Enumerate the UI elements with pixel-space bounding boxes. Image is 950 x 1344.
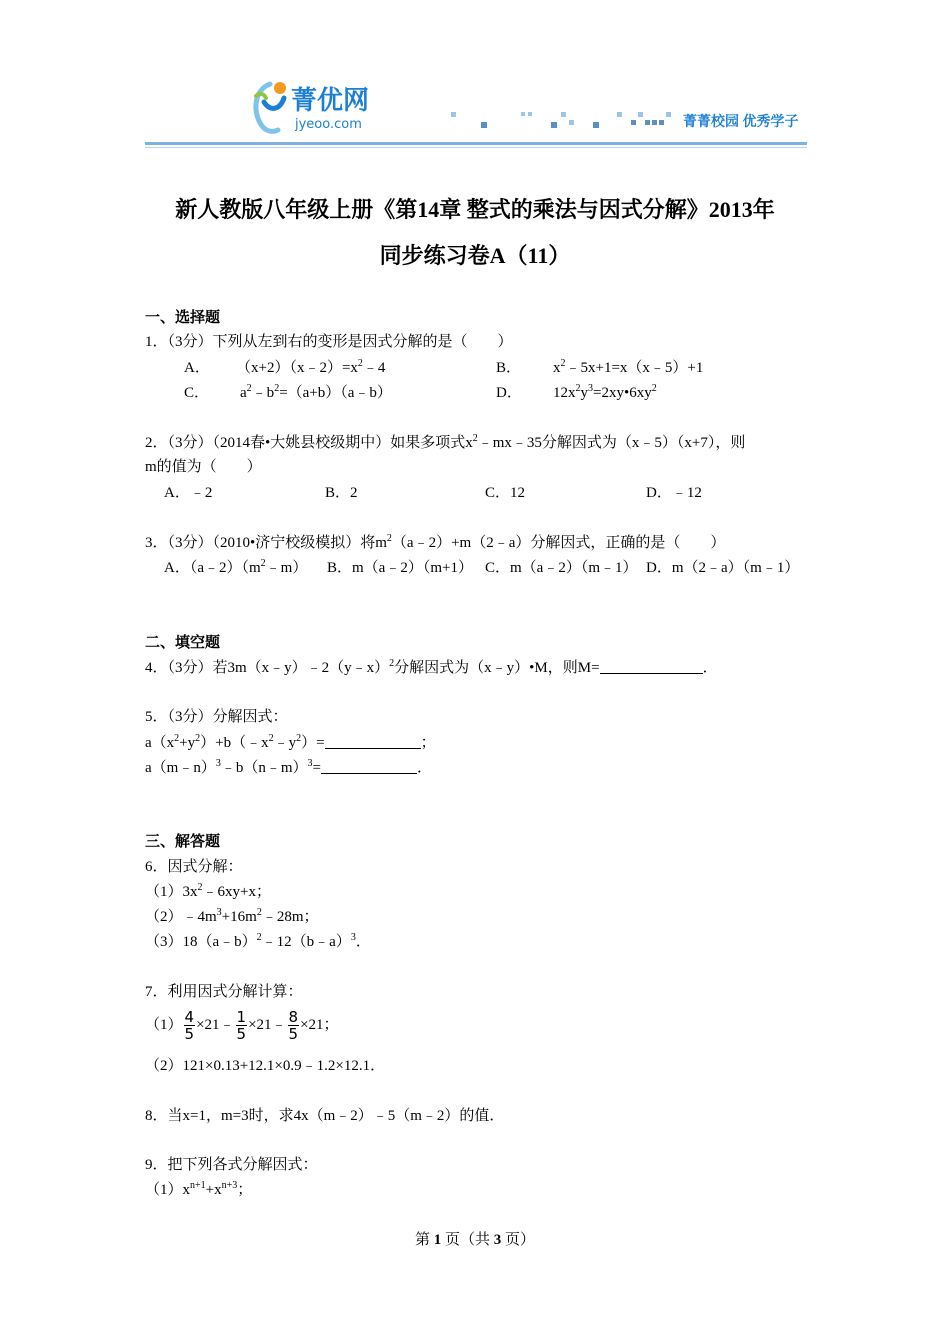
fraction: $\frac{4}{5}$: [184, 1008, 195, 1044]
page-number: 1: [433, 1232, 442, 1248]
question-6-part3: （3）18（a﹣b）$^2$﹣12（b﹣a）$^3$．: [145, 932, 371, 950]
q2-option-c: C．12: [485, 485, 526, 501]
question-5-line2: a（m﹣n）$^3$﹣b（n﹣m）$^3$= ．: [145, 758, 432, 776]
question-5-line1: $a(x^2+y^2)+b(﹣x^2﹣y^2)=$ ；: [145, 733, 436, 751]
answer-blank[interactable]: [321, 759, 417, 774]
q3-option-c: C．m（a﹣2）（m﹣1）: [485, 560, 638, 576]
question-8: 8．当x=1，m=3时，求4x（m﹣2）﹣5（m﹣2）的值．: [145, 1108, 505, 1124]
section-heading-choice: 一、选择题: [145, 310, 221, 326]
q2-option-b: B．2: [325, 485, 358, 501]
logo-sub-text: jyeoo.com: [295, 117, 362, 132]
question-6-part1: $(1)3x^2﹣6xy+x$；: [145, 882, 271, 900]
q3-option-b: B．m（a﹣2）（m+1）: [327, 560, 473, 576]
header-rule-thin: [145, 147, 807, 148]
page-header: [145, 74, 807, 150]
answer-blank[interactable]: [600, 659, 703, 674]
question-3-stem: 3．（3分）（2010•济宁校级模拟）将$m^2(a﹣2)+m(2﹣a)$分解因式，正确的是（ ）: [145, 533, 726, 551]
question-4: 4．（3分）若3m（x﹣y）﹣2（y﹣x）$^2$分解因式为（x﹣y）•M，则M= ．: [145, 658, 718, 676]
question-2-stem-line2: m的值为（ ）: [145, 459, 262, 475]
jyeoo-logo-icon: [250, 78, 292, 138]
section-heading-fill: 二、填空题: [145, 635, 221, 651]
total-pages: 3: [493, 1232, 502, 1248]
q1-option-a-label: A．: [184, 360, 210, 376]
page-title: 新人教版八年级上册《第14章 整式的乘法与因式分解》2013年: [175, 197, 775, 222]
question-9-stem: 9．把下列各式分解因式：: [145, 1157, 318, 1173]
q1-option-c-label: C．: [184, 385, 210, 401]
question-2-stem: 2．（3分）（2014春•大姚县校级期中）如果多项式$x^2﹣mx﹣35$分解因式为（x﹣5）（x+7），则: [145, 433, 746, 451]
page-footer: 第 1 页（共 3 页）: [414, 1232, 536, 1248]
q1-option-c: $a^2﹣b^2=(a+b)(a﹣b)$: [240, 383, 392, 401]
fraction: $\frac{8}{5}$: [288, 1008, 299, 1044]
header-slogan: 菁菁校园 优秀学子: [683, 115, 799, 130]
q3-option-a: A．$(a﹣2)(m^2﹣m)$: [164, 558, 308, 576]
q2-option-a: A．﹣2: [164, 485, 213, 501]
question-7-stem: 7．利用因式分解计算：: [145, 984, 303, 1000]
section-heading-solve: 三、解答题: [145, 834, 221, 850]
question-7-part2: （2）121×0.13+12.1×0.9﹣1.2×12.1．: [145, 1058, 386, 1074]
q3-option-d: D．m（2﹣a）（m﹣1）: [646, 560, 800, 576]
q1-option-b: $x^2﹣5x+1=x(x﹣5)+1$: [553, 358, 704, 376]
q1-option-a: $(x+2)(x﹣2)=x^2﹣4$: [236, 358, 386, 376]
decorative-squares: [445, 110, 677, 132]
question-7-part1: （1） $\frac{4}{5}$ ×21﹣ $\frac{1}{5}$ ×21﹣ $\frac{8}{5}$ ×21；: [145, 1008, 339, 1044]
fraction: $\frac{1}{5}$: [236, 1008, 247, 1044]
page-subtitle: 同步练习卷A（11）: [379, 243, 571, 268]
question-6-part2: $(2)﹣4m^3+16m^2﹣28m$；: [145, 907, 319, 925]
header-rule: [145, 142, 807, 145]
question-6-stem: 6．因式分解：: [145, 859, 243, 875]
q1-option-b-label: B．: [496, 360, 522, 376]
question-1-stem: 1．（3分）下列从左到右的变形是因式分解的是（ ）: [145, 334, 513, 350]
logo-main-text: 菁优网: [291, 86, 370, 116]
q1-option-d-label: D．: [496, 385, 522, 401]
q1-option-d: $12x^2y^3=2xy•6xy^2$: [553, 383, 657, 401]
q2-option-d: D．﹣12: [646, 485, 702, 501]
question-5-stem: 5．（3分）分解因式：: [145, 709, 288, 725]
answer-blank[interactable]: [325, 734, 421, 749]
question-9-part1: $(1)x^{n+1}+x^{n+3}$；: [145, 1180, 253, 1198]
